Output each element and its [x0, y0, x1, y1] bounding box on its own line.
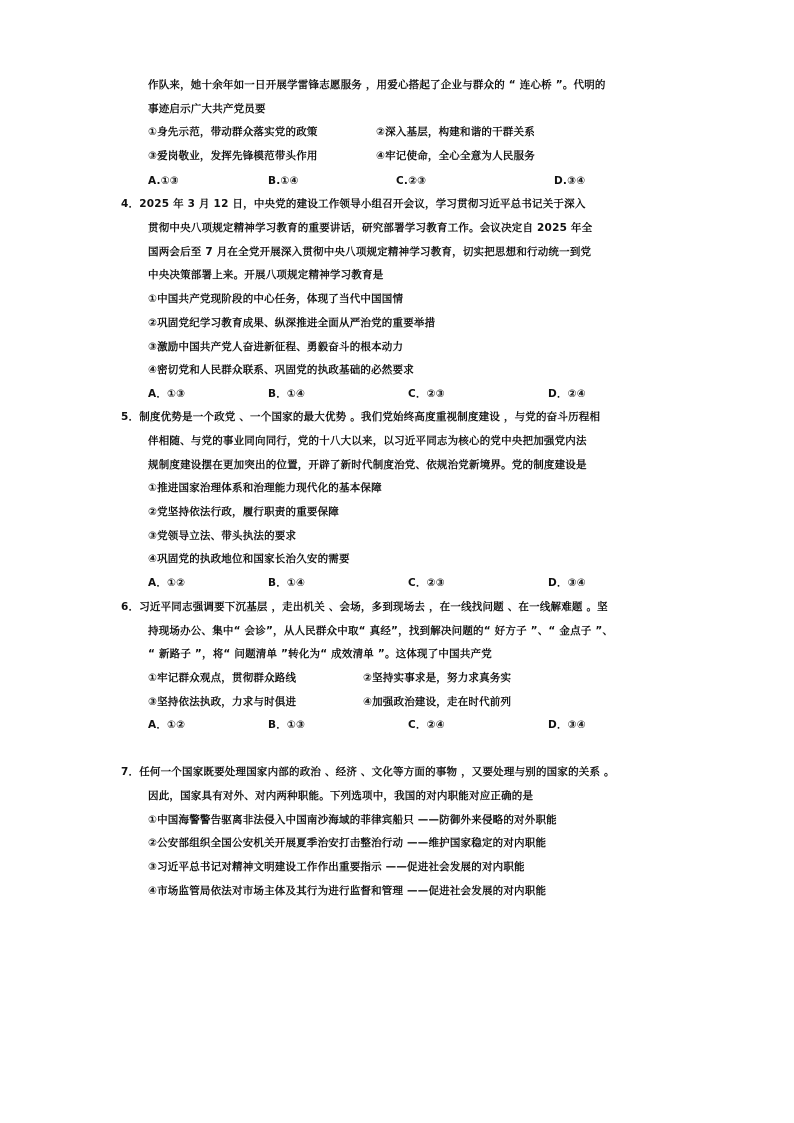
q6-choice-c: C．②④: [408, 719, 445, 731]
q5-choice-c: C．②③: [408, 577, 445, 589]
q6-option-3: ③坚持依法执政，力求与时俱进: [148, 696, 297, 708]
q6-choice-d: D．③④: [548, 719, 586, 731]
q6-stem-line1: 6．习近平同志强调要下沉基层 ，走出机关 、会场，多到现场去 ，在一线找问题 、在一线解难题 。坚: [121, 601, 608, 613]
q3-choice-c: C.②③: [396, 175, 427, 187]
q6-option-1: ①牢记群众观点，贯彻群众路线: [148, 672, 297, 684]
q3-option-2: ②深入基层，构建和谐的干群关系: [376, 126, 535, 138]
q4-choice-c: C．②③: [408, 388, 445, 400]
q3-option-3: ③爱岗敬业，发挥先锋模范带头作用: [148, 150, 318, 162]
q5-option-3: ③党领导立法、带头执法的要求: [148, 530, 297, 542]
q3-option-4: ④牢记使命，全心全意为人民服务: [376, 150, 535, 162]
q4-choice-d: D．②④: [548, 388, 586, 400]
q5-choice-d: D．③④: [548, 577, 586, 589]
q4-option-2: ②巩固党纪学习教育成果、纵深推进全面从严治党的重要举措: [148, 317, 436, 329]
q3-stem-line1: 作队来，她十余年如一日开展学雷锋志愿服务 ，用爱心搭起了企业与群众的 “ 连心桥 ”。代明的: [148, 79, 606, 91]
q4-stem-line2: 贯彻中央八项规定精神学习教育的重要讲话，研究部署学习教育工作。会议决定自 2025 年全: [148, 222, 593, 234]
q4-choice-b: B．①④: [268, 388, 306, 400]
q5-stem-line1: 5．制度优势是一个政党 、一个国家的最大优势 。我们党始终高度重视制度建设 ，与党的奋斗历程相: [121, 411, 601, 423]
q4-stem-line1: 4．2025 年 3 月 12 日，中央党的建设工作领导小组召开会议，学习贯彻习近平总书记关于深入: [121, 198, 586, 210]
q7-stem-line1: 7．任何一个国家既要处理国家内部的政治 、经济 、文化等方面的事物 ，又要处理与别的国家的关系 。: [121, 766, 615, 778]
q5-option-2: ②党坚持依法行政，履行职责的重要保障: [148, 506, 339, 518]
q4-option-1: ①中国共产党现阶段的中心任务，体现了当代中国国情: [148, 293, 404, 305]
q4-option-3: ③激励中国共产党人奋进新征程、勇毅奋斗的根本动力: [148, 341, 404, 353]
q3-choice-d: D.③④: [554, 175, 586, 187]
q3-stem-line2: 事迹启示广大共产党员要: [148, 103, 266, 115]
q5-stem-line3: 规制度建设摆在更加突出的位置，开辟了新时代制度治党、依规治党新境界。党的制度建设是: [148, 459, 587, 471]
q4-choice-a: A．①③: [148, 388, 186, 400]
q6-stem-line3: “ 新路子 ”，将“ 问题清单 ”转化为“ 成效清单 ”。这体现了中国共产党: [148, 648, 492, 660]
q7-option-1: ①中国海警警告驱离非法侵入中国南沙海域的菲律宾船只 ——防御外来侵略的对外职能: [148, 814, 557, 826]
q7-option-3: ③习近平总书记对精神文明建设工作作出重要指示 ——促进社会发展的对内职能: [148, 861, 525, 873]
q3-option-1: ①身先示范，带动群众落实党的政策: [148, 126, 318, 138]
q6-choice-a: A．①②: [148, 719, 186, 731]
q3-choice-b: B.①④: [268, 175, 299, 187]
q6-option-2: ②坚持实事求是，努力求真务实: [363, 672, 512, 684]
q6-choice-b: B．①③: [268, 719, 306, 731]
q7-option-4: ④市场监管局依法对市场主体及其行为进行监督和管理 ——促进社会发展的对内职能: [148, 885, 547, 897]
q5-choice-b: B．①④: [268, 577, 306, 589]
q4-option-4: ④密切党和人民群众联系、巩固党的执政基础的必然要求: [148, 364, 414, 376]
q4-stem-line3: 国两会后至 7 月在全党开展深入贯彻中央八项规定精神学习教育，切实把思想和行动统一到党: [148, 246, 592, 258]
q5-choice-a: A．①②: [148, 577, 186, 589]
q6-option-4: ④加强政治建设，走在时代前列: [363, 696, 512, 708]
q5-option-1: ①推进国家治理体系和治理能力现代化的基本保障: [148, 482, 382, 494]
q7-stem-line2: 因此，国家具有对外、对内两种职能。下列选项中，我国的对内职能对应正确的是: [148, 790, 534, 802]
q5-option-4: ④巩固党的执政地位和国家长治久安的需要: [148, 553, 350, 565]
q5-stem-line2: 伴相随、与党的事业同向同行，党的十八大以来，以习近平同志为核心的党中央把加强党内法: [148, 435, 587, 447]
q3-choice-a: A.①③: [148, 175, 179, 187]
q6-stem-line2: 持现场办公、集中“ 会诊”，从人民群众中取“ 真经”，找到解决问题的“ 好方子 ”、“ 金点子 ”、: [148, 625, 614, 637]
q7-option-2: ②公安部组织全国公安机关开展夏季治安打击整治行动 ——维护国家稳定的对内职能: [148, 837, 547, 849]
q4-stem-line4: 中央决策部署上来。开展八项规定精神学习教育是: [148, 269, 384, 281]
